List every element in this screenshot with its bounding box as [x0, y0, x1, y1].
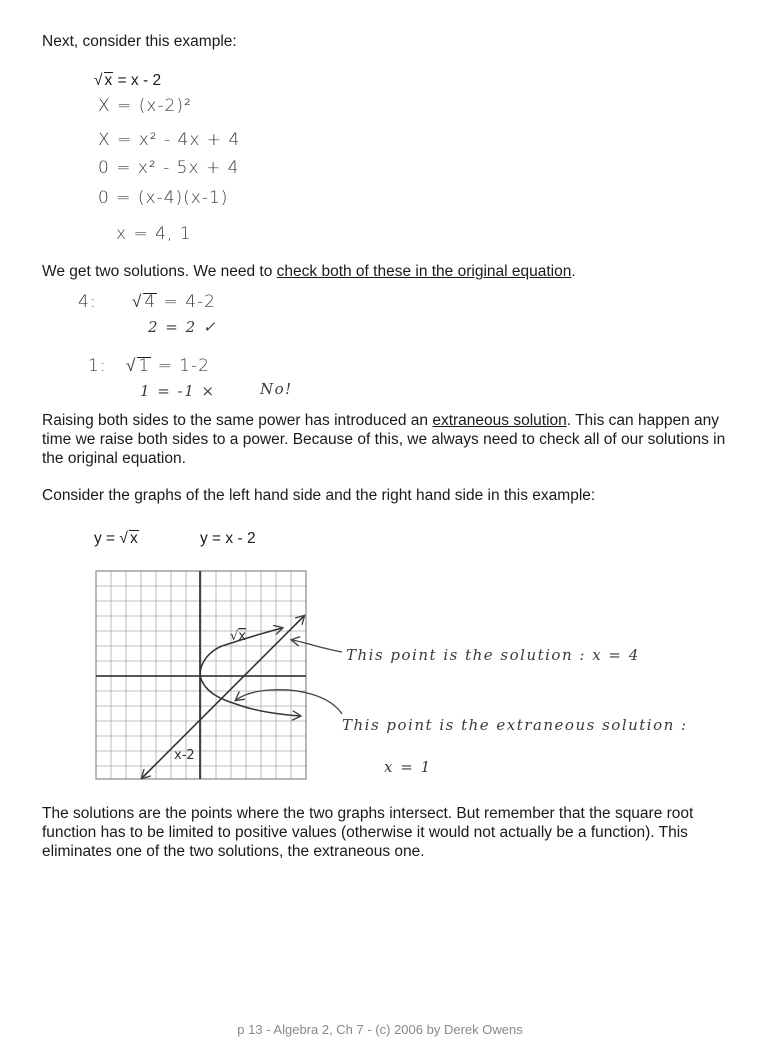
- sqrt-curve-lower: [200, 676, 300, 716]
- raising-before: Raising both sides to the same power has introduced an: [42, 412, 433, 429]
- grid-lines: [96, 571, 306, 779]
- check1-root: 1: [138, 356, 151, 376]
- raising-underlined: extraneous solution: [432, 412, 567, 429]
- check4-label: 4:: [78, 292, 97, 312]
- sqrt-symbol: √: [126, 356, 137, 376]
- two-solutions-underlined: check both of these in the original equation: [276, 263, 572, 280]
- line-label: x-2: [174, 748, 195, 763]
- check4-line2: 2 = 2 ✓: [148, 318, 218, 336]
- check1-line2: 1 = -1 ×: [140, 382, 216, 400]
- sqrt-symbol: √: [119, 530, 128, 547]
- consider-graphs-text: Consider the graphs of the left hand side and the right hand side in this example:: [42, 487, 596, 504]
- check1-rest: = 1-2: [151, 356, 210, 376]
- extraneous-note: This point is the extraneous solution :: [342, 716, 688, 734]
- line-x-minus-2: [142, 616, 304, 778]
- equation-rhs: = x - 2: [113, 72, 162, 89]
- page-footer: p 13 - Algebra 2, Ch 7 - (c) 2006 by Derek Owens: [237, 1022, 523, 1037]
- intro-text: Next, consider this example:: [42, 33, 237, 50]
- graph-label-right: y = x - 2: [200, 530, 256, 547]
- work-line-5: x = 4, 1: [116, 224, 192, 244]
- work-line-3: 0 = x² - 5x + 4: [98, 158, 240, 178]
- graph-label-left-prefix: y =: [94, 530, 120, 547]
- check1-label: 1:: [88, 356, 107, 376]
- raising-after: . This can happen any time we raise both sides to a power. Because of this, we always need to check all of our solutions in the original equation.: [42, 412, 726, 467]
- two-solutions-after: .: [571, 263, 576, 280]
- extraneous-pointer-arrow: [236, 690, 342, 714]
- work-line-1: X = (x-2)²: [98, 96, 192, 116]
- solution-note: This point is the solution : x = 4: [346, 646, 640, 664]
- check4-root: 4: [144, 292, 157, 312]
- two-solutions-before: We get two solutions. We need to: [42, 263, 277, 280]
- work-line-2: X = x² - 4x + 4: [98, 130, 241, 150]
- graph-label-left-radicand: x: [129, 530, 138, 547]
- work-line-4: 0 = (x-4)(x-1): [98, 188, 229, 208]
- sqrt-symbol: √: [94, 72, 103, 89]
- check4-rest: = 4-2: [157, 292, 216, 312]
- sqrt-symbol: √: [132, 292, 143, 312]
- curve-label: √x: [230, 629, 246, 644]
- extraneous-note-value: x = 1: [384, 758, 432, 776]
- conclusion-paragraph: The solutions are the points where the two graphs intersect. But remember that the square root function has to be limited to positive values (otherwise it would not actually be a function). This eliminates one of the two solutions, the extraneous one.: [42, 805, 694, 860]
- radicand: x: [104, 72, 113, 89]
- check1-no: No!: [260, 380, 293, 398]
